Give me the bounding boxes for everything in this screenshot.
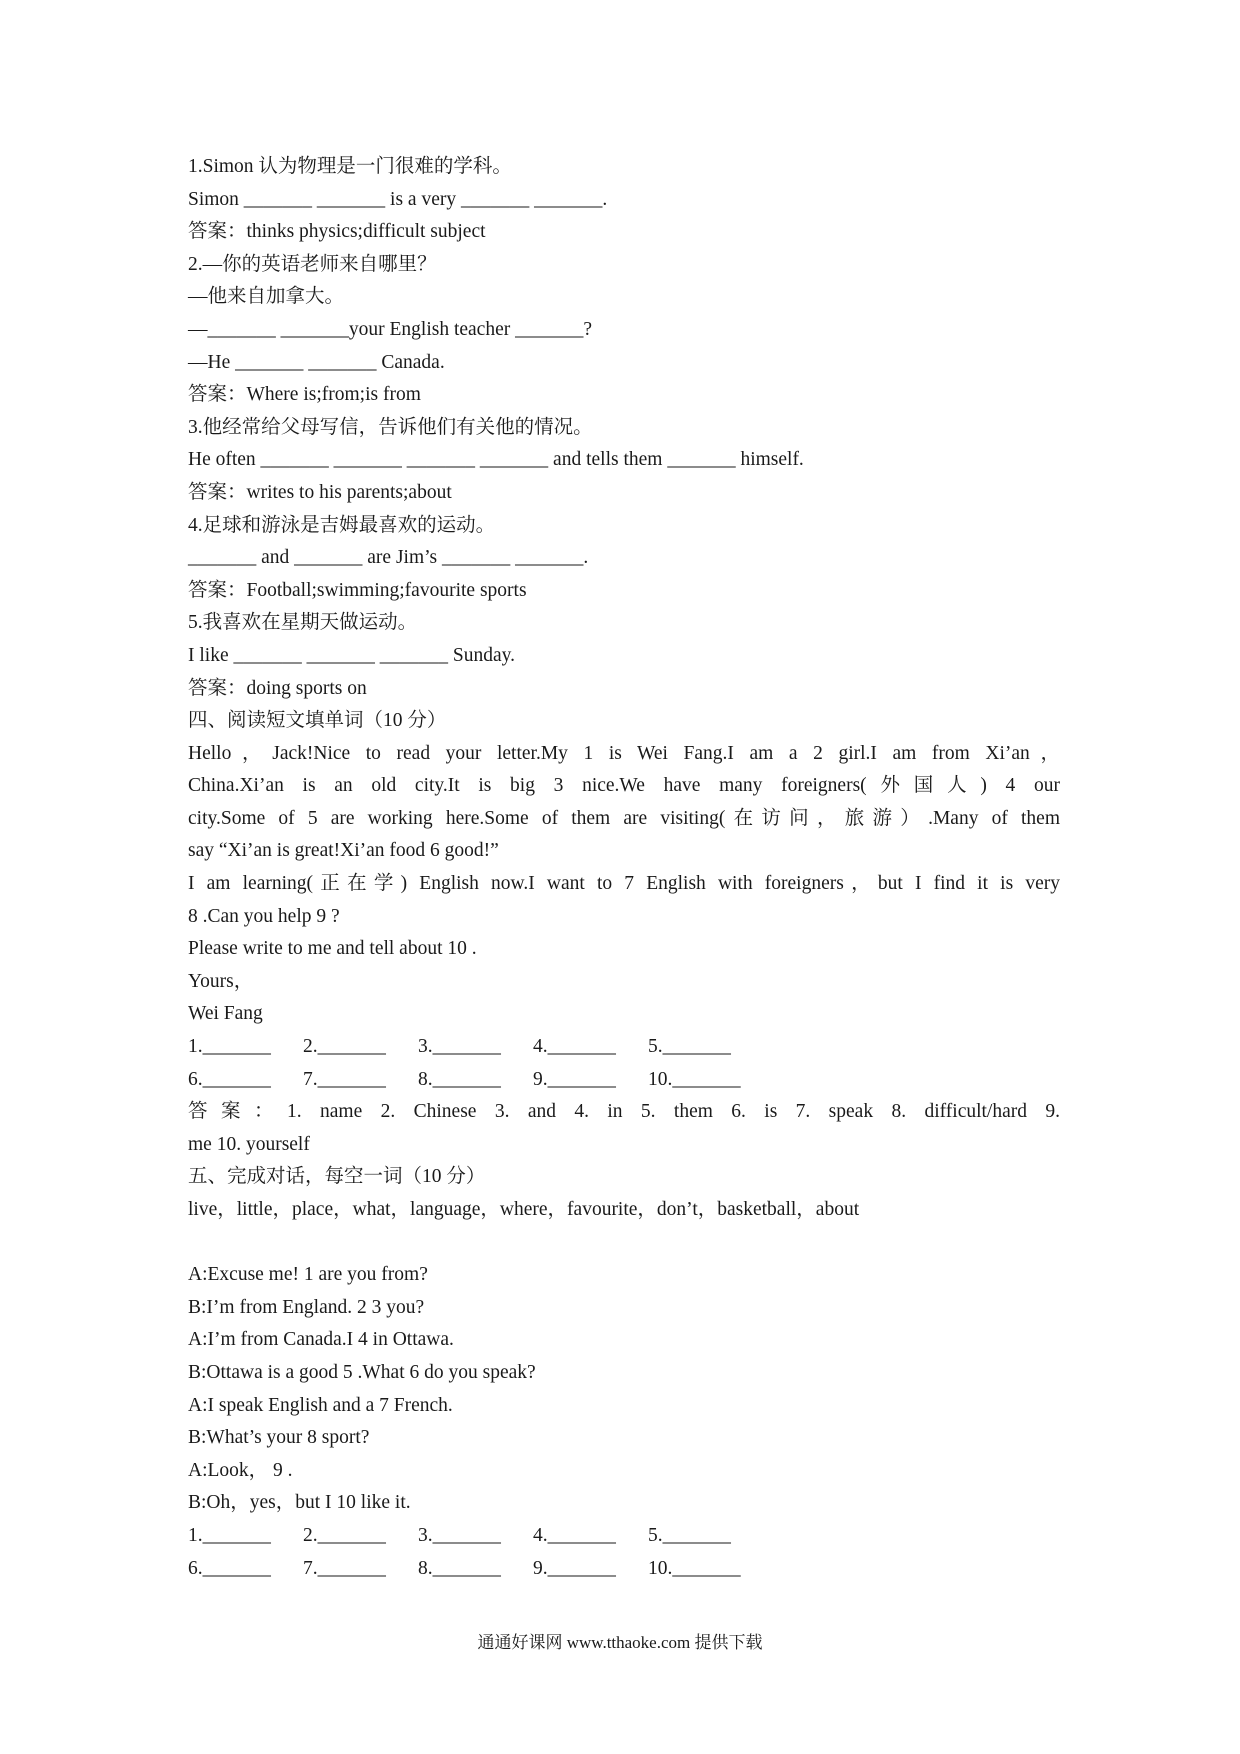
answer-blank: 8._______	[418, 1557, 501, 1579]
answer-blank: 7._______	[303, 1068, 386, 1090]
passage-line: Please write to me and tell about 10 .	[188, 938, 477, 960]
q3-sentence: He often _______ _______ _______ _______ and tells them _______ himself.	[188, 449, 804, 471]
passage-closing: Yours，	[188, 970, 254, 992]
dialogue-line: B:I’m from England. 2 3 you?	[188, 1296, 425, 1318]
spacer	[188, 1227, 1060, 1260]
q5-prompt: 5.我喜欢在星期天做运动。	[188, 612, 418, 634]
answer-blank: 5._______	[648, 1036, 731, 1058]
q3-prompt: 3.他经常给父母写信，告诉他们有关他的情况。	[188, 416, 593, 438]
answer-blank: 2._______	[303, 1524, 386, 1546]
answer-blank: 7._______	[303, 1557, 386, 1579]
dialogue-line: B:Oh，yes，but I 10 like it.	[188, 1492, 411, 1514]
q3-answer: 答案：writes to his parents;about	[188, 481, 452, 503]
answer-blank: 1._______	[188, 1524, 271, 1546]
answer-blank: 1._______	[188, 1036, 271, 1058]
worksheet	[188, 151, 1060, 1585]
dialogue-line: A:Excuse me! 1 are you from?	[188, 1264, 428, 1286]
passage-signature: Wei Fang	[188, 1003, 263, 1025]
answer-blank: 10._______	[648, 1068, 741, 1090]
q2-sentence-reply: —He _______ _______ Canada.	[188, 351, 445, 373]
answer-blank: 9._______	[533, 1068, 616, 1090]
passage-line: 8 .Can you help 9 ?	[188, 905, 340, 927]
answer-blank: 10._______	[648, 1557, 741, 1579]
page-footer: 通通好课网 www.tthaoke.com 提供下载	[477, 1633, 763, 1652]
answer-blank: 9._______	[533, 1557, 616, 1579]
answer-blank: 4._______	[533, 1524, 616, 1546]
answer-blank: 8._______	[418, 1068, 501, 1090]
dialogue-line: A:I speak English and a 7 French.	[188, 1394, 453, 1416]
q4-sentence: _______ and _______ are Jim’s _______ _______.	[188, 547, 589, 569]
answer-blank: 4._______	[533, 1036, 616, 1058]
dialogue-line: B:What’s your 8 sport?	[188, 1427, 370, 1449]
section4-answer-cont: me 10. yourself	[188, 1133, 310, 1155]
answer-blank: 5._______	[648, 1524, 731, 1546]
dialogue-line: A:I’m from Canada.I 4 in Ottawa.	[188, 1329, 454, 1351]
q1-prompt: 1.Simon 认为物理是一门很难的学科。	[188, 156, 512, 177]
q5-sentence: I like _______ _______ _______ Sunday.	[188, 644, 515, 666]
q2-answer: 答案：Where is;from;is from	[188, 384, 421, 406]
answer-blank: 3._______	[418, 1524, 501, 1546]
answer-blank: 6._______	[188, 1557, 271, 1579]
q4-prompt: 4.足球和游泳是吉姆最喜欢的运动。	[188, 514, 496, 536]
dialogue-line: A:Look， 9 .	[188, 1459, 293, 1481]
passage-line: Hello，Jack!Nice to read your letter.My 1 is Wei Fang.I am a 2 girl.I am from Xi’an，	[188, 742, 1060, 764]
passage-line: I am learning(正在学) English now.I want to 7 English with foreigners，but I find it is very	[188, 873, 1060, 895]
dialogue-line: B:Ottawa is a good 5 .What 6 do you speak?	[188, 1361, 536, 1383]
q2-prompt-reply: —他来自加拿大。	[188, 286, 345, 308]
answer-blanks-row	[188, 1031, 1060, 1064]
q2-sentence: —_______ _______your English teacher _______?	[188, 318, 593, 340]
section4-heading: 四、阅读短文填单词（10 分）	[188, 710, 447, 732]
passage-line: say “Xi’an is great!Xi’an food 6 good!”	[188, 840, 499, 862]
answer-blank: 2._______	[303, 1036, 386, 1058]
word-bank: live，little，place，what，language，where，favourite，don’t，basketball，about	[188, 1199, 860, 1220]
answer-blanks-row	[188, 1520, 1060, 1553]
passage-line: China.Xi’an is an old city.It is big 3 nice.We have many foreigners(外国人) 4 our	[188, 775, 1060, 797]
q5-answer: 答案：doing sports on	[188, 677, 367, 699]
answer-blank: 3._______	[418, 1036, 501, 1058]
q2-prompt: 2.—你的英语老师来自哪里？	[188, 253, 437, 275]
answer-blank: 6._______	[188, 1068, 271, 1090]
answer-blanks-row	[188, 1553, 1060, 1586]
q1-sentence: Simon _______ _______ is a very _______ _______.	[188, 188, 608, 210]
q4-answer: 答案：Football;swimming;favourite sports	[188, 579, 527, 601]
section5-heading: 五、完成对话，每空一词（10 分）	[188, 1166, 486, 1188]
answer-blanks-row	[188, 1064, 1060, 1097]
q1-answer: 答案：thinks physics;difficult subject	[188, 221, 486, 243]
passage-line: city.Some of 5 are working here.Some of them are visiting(在访问，旅游）.Many of them	[188, 807, 1060, 829]
section4-answer: 答案：1. name 2. Chinese 3. and 4. in 5. them 6. is 7. speak 8. difficult/hard 9.	[188, 1101, 1060, 1123]
